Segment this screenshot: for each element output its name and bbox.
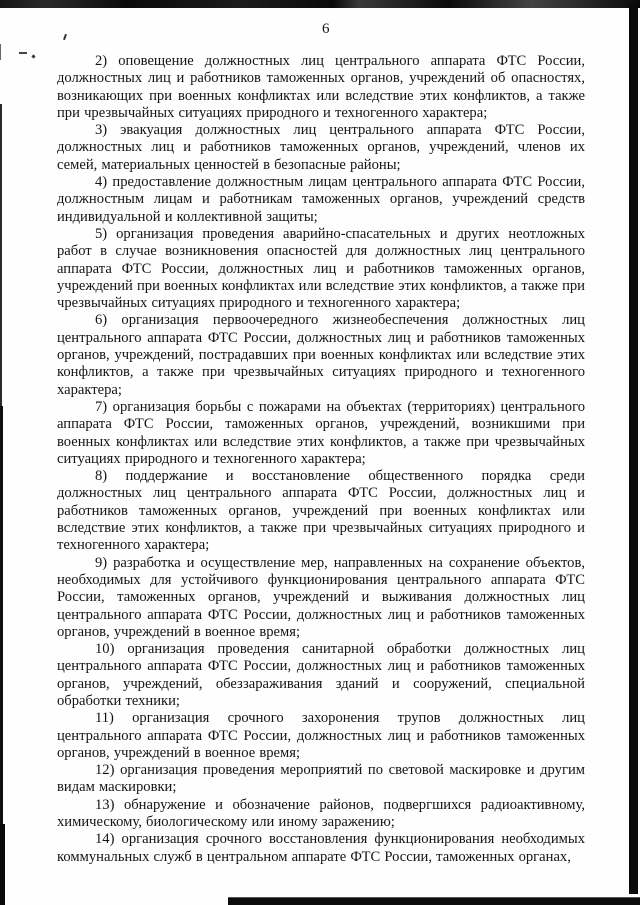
bottom-scan-bar	[228, 897, 640, 905]
scan-speck	[19, 52, 27, 54]
paragraph-6: 6) организация первоочередного жизнеобеспечения должностных лиц центрального аппарата ФТС России, должностных лиц и работников таможенных органов, учреждений, пострадавших при военных конфликтах или вследствие этих конфликтов, а также при чрезвычайных ситуациях природного и техногенного характера;	[57, 312, 585, 398]
paragraph-13: 13) обнаружение и обозначение районов, подвергшихся радиоактивному, химическому, биологическому или иному заражению;	[57, 796, 585, 831]
scan-speck	[31, 54, 35, 58]
right-scan-bar	[629, 4, 638, 894]
left-page-edge-line	[0, 104, 2, 406]
paragraph-10: 10) организация проведения санитарной обработки должностных лиц центрального аппарата ФТС России, должностных лиц и работников таможенных органов, учреждений, обеззараживания зданий и сооружений, специальной обработки техники;	[57, 641, 585, 709]
paragraph-9: 9) разработка и осуществление мер, направленных на сохранение объектов, необходимых для устойчивого функционирования центрального аппарата ФТС России, таможенных органов, учреждений и выживания должностных лиц центрального аппарата ФТС России, должностных лиц и работников таможенных органов, учреждений в военное время;	[57, 554, 585, 640]
paragraph-2: 2) оповещение должностных лиц центрального аппарата ФТС России, должностных лиц и работников таможенных органов, учреждений об опасностях, возникающих при военных конфликтах или вследствие этих конфликтов, а также при чрезвычайных ситуациях природного и техногенного характера;	[57, 53, 585, 121]
paragraph-12: 12) организация проведения мероприятий по световой маскировке и другим видам маскировки;	[57, 762, 585, 796]
paragraph-11: 11) организация срочного захоронения трупов должностных лиц центрального аппарата ФТС России, должностных лиц и работников таможенных органов, учреждений в военное время;	[57, 710, 585, 761]
paragraph-3: 3) эвакуация должностных лиц центрального аппарата ФТС России, должностных лиц и работников таможенных органов, учреждений, членов их семей, материальных ценностей в безопасные районы;	[57, 122, 585, 173]
paragraph-14: 14) организация срочного восстановления функционирования необходимых коммунальных служб в центральном аппарате ФТС России, таможенных органах,	[57, 831, 585, 865]
top-scan-bar	[0, 0, 640, 8]
left-page-edge-line	[0, 824, 5, 905]
scan-speck	[0, 44, 1, 60]
paragraph-4: 4) предоставление должностным лицам центрального аппарата ФТС России, должностным лицам и работникам таможенных органов, учреждений средств индивидуальной и коллективной защиты;	[57, 174, 585, 225]
paragraph-8: 8) поддержание и восстановление общественного порядка среди должностных лиц центрального аппарата ФТС России, должностных лиц и работников таможенных органов, учреждений при военных конфликтах или вследствие этих конфликтов, а также при чрезвычайных ситуациях природного и техногенного характера;	[57, 468, 585, 554]
paragraph-7: 7) организация борьбы с пожарами на объектах (территориях) центрального аппарата ФТС России, таможенных органов, учреждений, возникшими при военных конфликтах или вследствие этих конфликтов, а также при чрезвычайных ситуациях природного и техногенного характера;	[57, 398, 585, 467]
paragraph-5: 5) организация проведения аварийно-спасательных и других неотложных работ в случае возникновения опасностей для должностных лиц центрального аппарата ФТС России, должностных лиц и работников таможенных органов, учреждений при военных конфликтах или вследствие этих конфликтов, а также при чрезвычайных ситуациях природного и техногенного характера;	[57, 225, 585, 312]
left-page-edge-line	[0, 406, 3, 826]
document-body	[57, 53, 585, 866]
page-number: 6	[322, 21, 330, 37]
